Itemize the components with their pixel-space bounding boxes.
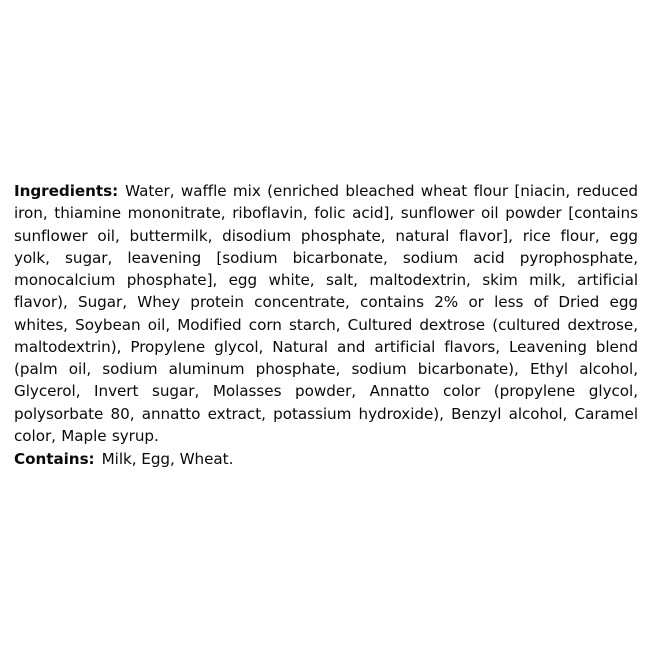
ingredients-block	[10, 180, 642, 470]
ingredients-text: Water, waffle mix (enriched bleached wheat flour [niacin, reduced iron, thiamine mononitrate, riboflavin, folic acid], sunflower oil powder [contains sunflower oil, buttermilk, disodium phosphate, natural flavor], rice flour, egg yolk, sugar, leavening [sodium bicarbonate, sodium acid pyrophosphate, monocalcium phosphate], egg white, salt, maltodextrin, skim milk, artificial flavor), Sugar, Whey protein concentrate, contains 2% or less of Dried egg whites, Soybean oil, Modified corn starch, Cultured dextrose (cultured dextrose, maltodextrin), Propylene glycol, Natural and artificial flavors, Leavening blend (palm oil, sodium aluminum phosphate, sodium bicarbonate), Ethyl alcohol, Glycerol, Invert sugar, Molasses powder, Annatto color (propylene glycol, polysorbate 80, annatto extract, potassium hydroxide), Benzyl alcohol, Caramel color, Maple syrup.	[14, 182, 638, 445]
contains-line	[14, 448, 638, 470]
contains-text: Milk, Egg, Wheat.	[101, 450, 234, 469]
ingredients-heading: Ingredients:	[14, 182, 119, 200]
contains-heading: Contains:	[14, 450, 95, 469]
ingredients-paragraph	[14, 180, 638, 447]
